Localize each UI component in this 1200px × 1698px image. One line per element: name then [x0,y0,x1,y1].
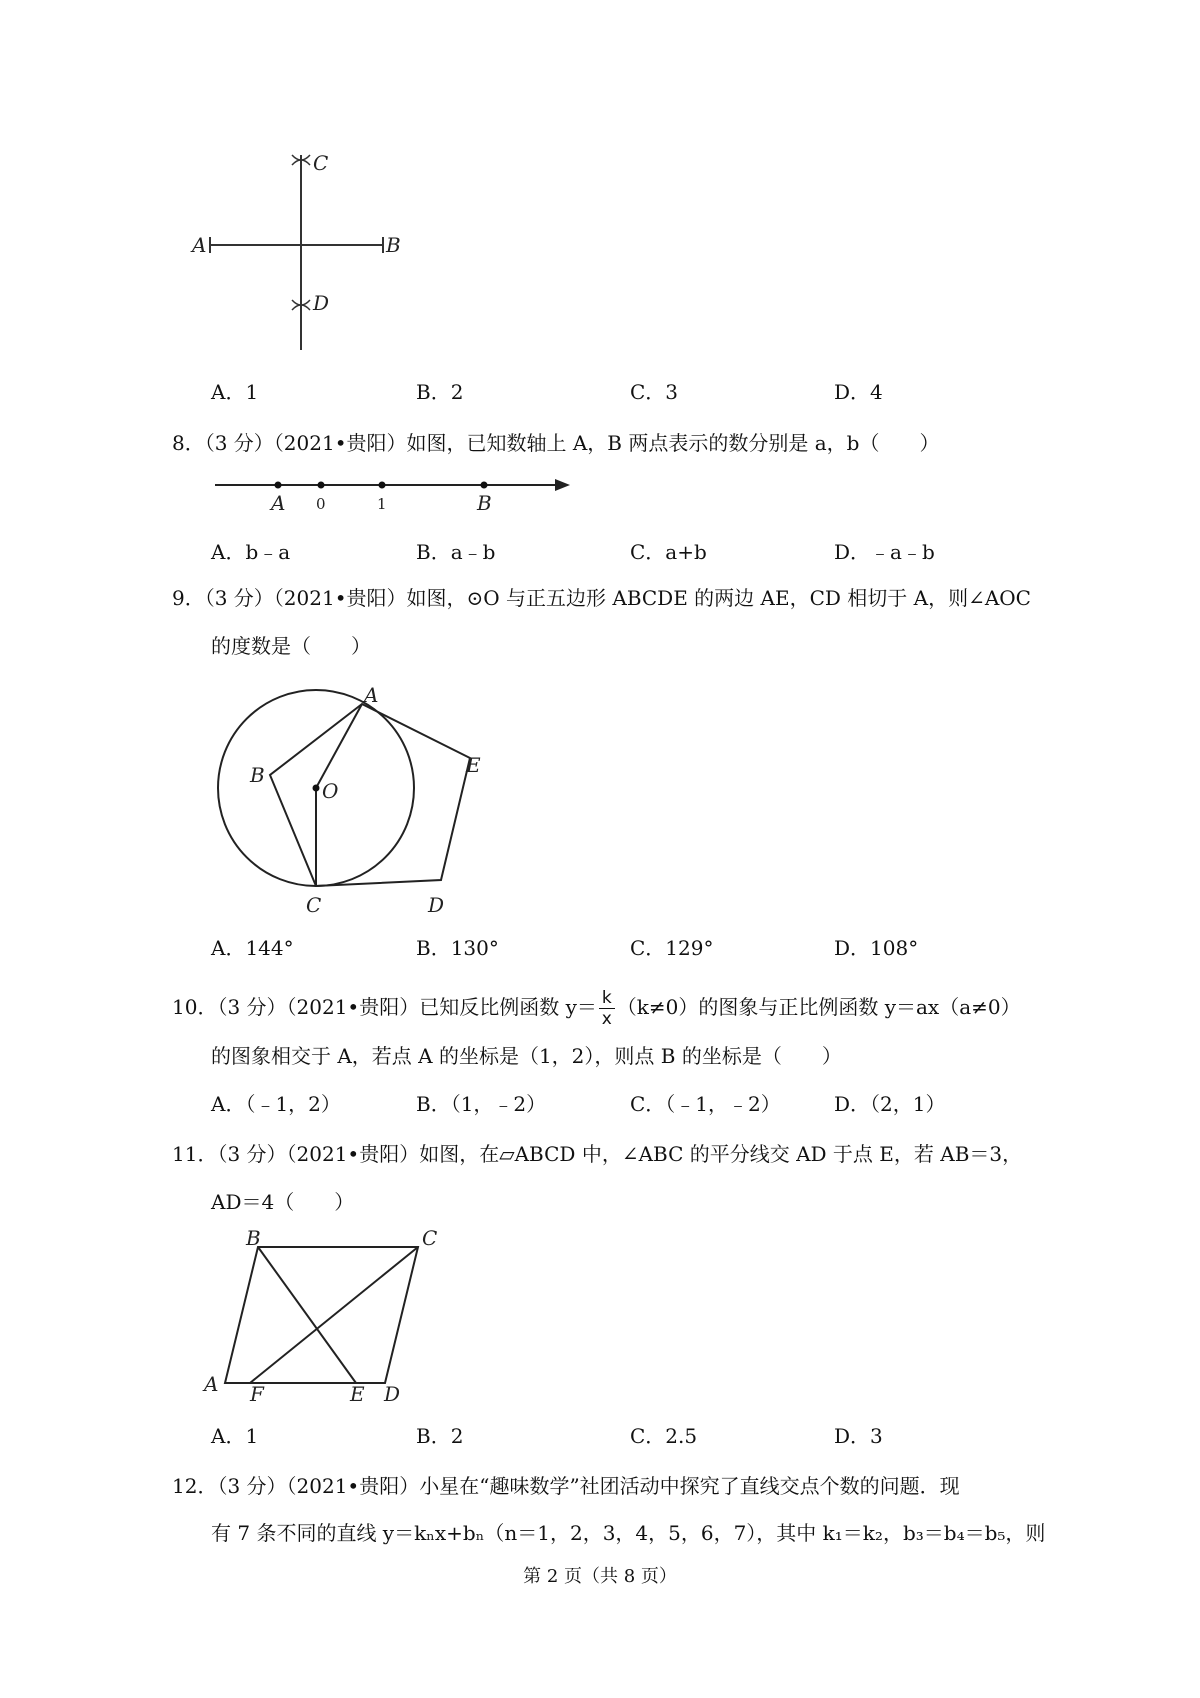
q11-question-line2: AD＝4（ ） [211,1190,355,1214]
q9-label-c: C [306,893,322,917]
q10-frac-numerator: k [599,988,615,1009]
q11-option-b: B．2 [416,1424,464,1448]
q9-option-c: C．129° [630,936,714,960]
q9-label-e: E [466,753,481,777]
q9-option-d: D．108° [834,936,919,960]
q8-label-one: 1 [377,495,387,513]
q8-number-line [215,470,575,520]
q10-question-line1 [172,982,1021,1032]
q8-label-a: A [271,491,286,515]
q9-label-d: D [428,893,445,917]
q11-label-e: E [350,1382,365,1406]
q7-option-d: D．4 [834,380,883,404]
q10-option-d: D．（2，1） [834,1092,946,1116]
q9-label-o: O [322,779,339,803]
q7-label-a: A [192,233,207,257]
q10-fraction [599,988,615,1029]
q9-question-line2: 的度数是（ ） [211,634,371,658]
q9-figure [200,680,500,920]
q11-label-f: F [250,1382,264,1406]
q10-option-b: B．（1，﹣2） [416,1092,547,1116]
q7-option-c: C．3 [630,380,679,404]
q11-option-c: C．2.5 [630,1424,698,1448]
q10-question-line2: 的图象相交于 A，若点 A 的坐标是（1，2），则点 B 的坐标是（ ） [211,1044,842,1068]
q10-option-c: C．（﹣1，﹣2） [630,1092,781,1116]
q7-label-b: B [386,233,401,257]
q9-question-line1: 9．（3 分）（2021•贵阳）如图，⊙O 与正五边形 ABCDE 的两边 AE，CD 相切于 A，则∠AOC [172,586,1031,610]
q8-option-a: A．b﹣a [211,540,291,564]
q7-figure [192,150,440,350]
q11-option-d: D．3 [834,1424,883,1448]
q11-option-a: A．1 [211,1424,259,1448]
q10-text-part1: 10．（3 分）（2021•贵阳）已知反比例函数 y＝ [172,995,597,1019]
q8-option-b: B．a﹣b [416,540,496,564]
q11-label-d: D [384,1382,401,1406]
q12-question-line2: 有 7 条不同的直线 y＝kₙx+bₙ（n＝1，2，3，4，5，6，7），其中 k₁＝k₂，b₃＝b₄＝b₅，则 [211,1521,1046,1545]
q9-label-a: A [364,683,379,707]
q11-figure [204,1226,450,1406]
q10-text-part2: （k≠0）的图象与正比例函数 y＝ax（a≠0） [616,995,1021,1019]
q10-frac-denominator: x [601,1009,612,1029]
q9-label-b: B [250,763,265,787]
q8-label-b: B [477,491,492,515]
q11-label-b: B [246,1226,261,1250]
page-footer: 第 2 页（共 8 页） [523,1566,677,1587]
q11-label-a: A [204,1372,219,1396]
q8-option-d: D．﹣a﹣b [834,540,935,564]
q11-label-c: C [422,1226,438,1250]
q10-option-a: A．（﹣1，2） [211,1092,341,1116]
q8-option-c: C．a+b [630,540,707,564]
q7-label-c: C [313,151,329,175]
q7-option-b: B．2 [416,380,464,404]
q8-label-zero: 0 [316,495,326,513]
q9-option-a: A．144° [211,936,294,960]
q7-label-d: D [313,291,330,315]
q7-option-a: A．1 [211,380,259,404]
q8-question-text: 8．（3 分）（2021•贵阳）如图，已知数轴上 A，B 两点表示的数分别是 a，b（ ） [172,431,940,455]
q9-option-b: B．130° [416,936,499,960]
q12-question-line1: 12．（3 分）（2021•贵阳）小星在“趣味数学”社团活动中探究了直线交点个数的问题．现 [172,1474,960,1498]
q11-question-line1: 11．（3 分）（2021•贵阳）如图，在▱ABCD 中，∠ABC 的平分线交 AD 于点 E，若 AB＝3， [172,1142,1023,1166]
